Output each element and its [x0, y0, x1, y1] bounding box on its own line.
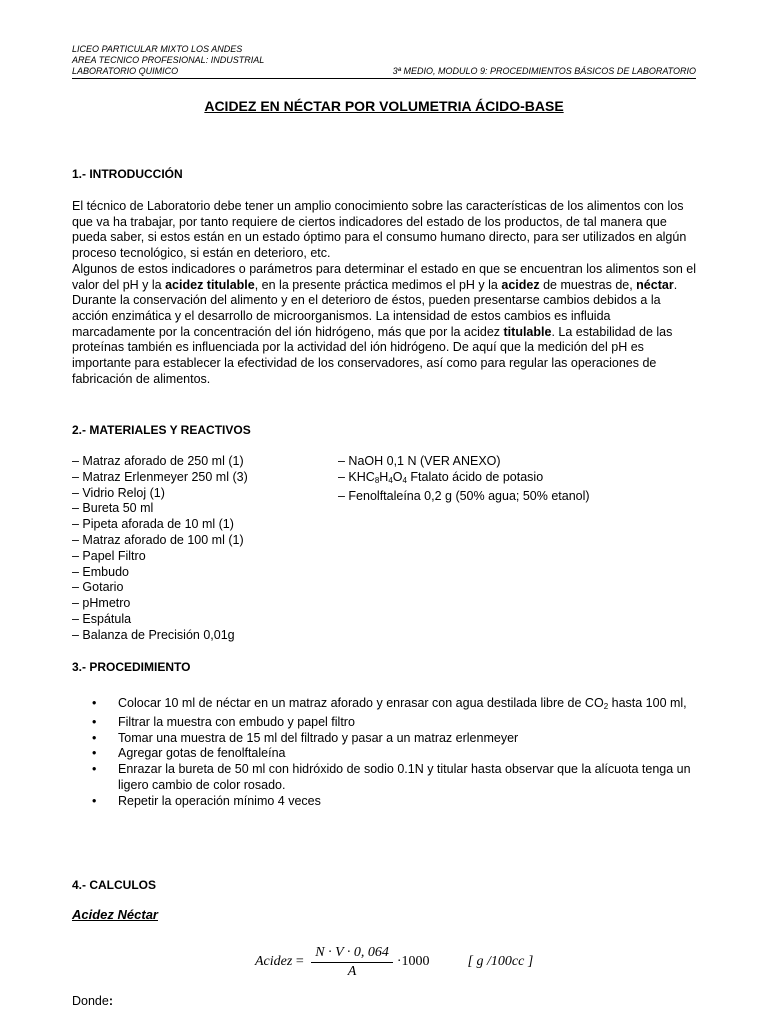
header-school: LICEO PARTICULAR MIXTO LOS ANDES	[72, 44, 243, 54]
materials-heading: 2.- MATERIALES Y REACTIVOS	[72, 423, 251, 437]
procedure-step: • Tomar una muestra de 15 ml del filtrado y pasar a un matraz erlenmeyer	[92, 730, 519, 745]
reagents-list	[338, 454, 590, 504]
header-module: 3ª MEDIO, MODULO 9: PROCEDIMIENTOS BÁSICOS DE LABORATORIO	[392, 66, 696, 76]
reagent-khc: – $KHC_8H_4O_4$ Ftalato ácido de potasio	[338, 469, 544, 485]
intro-p2f: néctar	[636, 277, 674, 292]
donde-label: Donde:	[72, 994, 114, 1008]
intro-heading: 1.- INTRODUCCIÓN	[72, 167, 183, 181]
intro-paragraph	[72, 199, 696, 387]
intro-p3b: titulable	[503, 324, 552, 339]
material-item: – Espátula	[72, 611, 132, 626]
material-item: – Papel Filtro	[72, 548, 146, 563]
material-item: – Pipeta aforada de 10 ml (1)	[72, 517, 234, 532]
bullet-icon: •	[92, 793, 97, 808]
header-area: AREA TECNICO PROFESIONAL: INDUSTRIAL	[72, 55, 265, 65]
document-title: ACIDEZ EN NÉCTAR POR VOLUMETRIA ÁCIDO-BASE	[204, 98, 564, 114]
material-item: – Bureta 50 ml	[72, 501, 154, 516]
intro-p3c: . La estabilidad de las proteínas también es influenciada por la actividad del ión hidrógeno. De aquí que la medición del pH es importante para establecer la efectividad de los conservadores, así como para regular las operaciones de fabricación de alimentos.	[72, 324, 673, 386]
calculations-heading: 4.- CALCULOS	[72, 878, 156, 892]
intro-p2c: , en la presente práctica medimos el pH y la	[254, 277, 502, 292]
acidez-nectar-subheading: Acidez Néctar	[72, 907, 158, 922]
bullet-icon: •	[92, 730, 97, 745]
formula-fraction	[311, 945, 393, 980]
intro-p2g: .	[673, 277, 678, 292]
procedure-step: • Filtrar la muestra con embudo y papel filtro	[92, 714, 355, 729]
intro-p2d: acidez	[501, 277, 540, 292]
header-lab: LABORATORIO QUIMICO	[72, 66, 179, 76]
formula-denominator: A	[347, 963, 357, 979]
intro-p1: El técnico de Laboratorio debe tener un amplio conocimiento sobre las características de los alimentos con los que va ha trabajar, por tanto requiere de ciertos indicadores del estado de los productos, de tal manera que pueda saber, si estos están en un estado óptimo para el consumo humano directo, para ser utilizados en algún proceso tecnológico, si están en deterioro, etc.	[72, 199, 687, 261]
reagent-naoh: – NaOH 0,1 N (VER ANEXO)	[338, 454, 501, 468]
bullet-icon: •	[92, 714, 97, 729]
reagent-fenolftaleina: – Fenolftaleína 0,2 g (50% agua; 50% etanol)	[338, 488, 590, 503]
material-item: – Embudo	[72, 564, 129, 579]
formula-numerator: N · V · 0, 064	[311, 945, 393, 963]
material-item: – pHmetro	[72, 596, 131, 611]
procedure-steps	[92, 696, 696, 810]
material-item: – Matraz Erlenmeyer 250 ml (3)	[72, 469, 248, 484]
bullet-icon: •	[92, 762, 97, 777]
procedure-step: • Agregar gotas de fenolftaleína	[92, 746, 286, 761]
procedure-step: • Colocar 10 ml de néctar en un matraz aforado y enrasar con agua destilada libre de $CO_2$ hasta 100 ml,	[92, 696, 687, 711]
header-line3	[72, 66, 696, 77]
intro-p3a: Durante la conservación del alimento y en el deterioro de éstos, pueden presentarse cambios debidos a la acción enzimática y el desarrollo de microorganismos. La intensidad de estos cambios es influida marcadamente por la concentración del ión hidrógeno, más que por la acidez	[72, 293, 661, 339]
material-item: – Matraz aforado de 100 ml (1)	[72, 532, 244, 547]
procedure-step: • Repetir la operación mínimo 4 veces	[92, 793, 321, 808]
formula-lhs: Acidez	[255, 954, 293, 969]
bullet-icon: •	[92, 746, 97, 761]
procedure-step: • Enrazar la bureta de 50 ml con hidróxido de sodio 0.1N y titular hasta observar que la alícuota tenga un ligero cambio de color rosado.	[92, 762, 691, 792]
material-item: – Vidrio Reloj (1)	[72, 485, 165, 500]
header-divider	[72, 78, 696, 79]
acidity-formula	[255, 942, 533, 982]
bullet-icon: •	[92, 696, 97, 710]
intro-p2b: acidez titulable	[165, 277, 255, 292]
materials-list	[72, 454, 248, 644]
material-item: – Gotario	[72, 580, 124, 595]
procedure-heading: 3.- PROCEDIMIENTO	[72, 660, 191, 674]
intro-p2e: de muestras de,	[539, 277, 637, 292]
formula-factor: ·1000	[396, 954, 430, 969]
formula-equals: =	[292, 954, 308, 969]
formula-units: [ g /100cc ]	[467, 954, 534, 969]
material-item: – Matraz aforado de 250 ml (1)	[72, 454, 244, 468]
material-item: – Balanza de Precisión 0,01g	[72, 627, 235, 642]
intro-p2a: Algunos de estos indicadores o parámetros para determinar el estado en que se encuentran los alimentos son el valor del pH y la	[72, 261, 696, 292]
